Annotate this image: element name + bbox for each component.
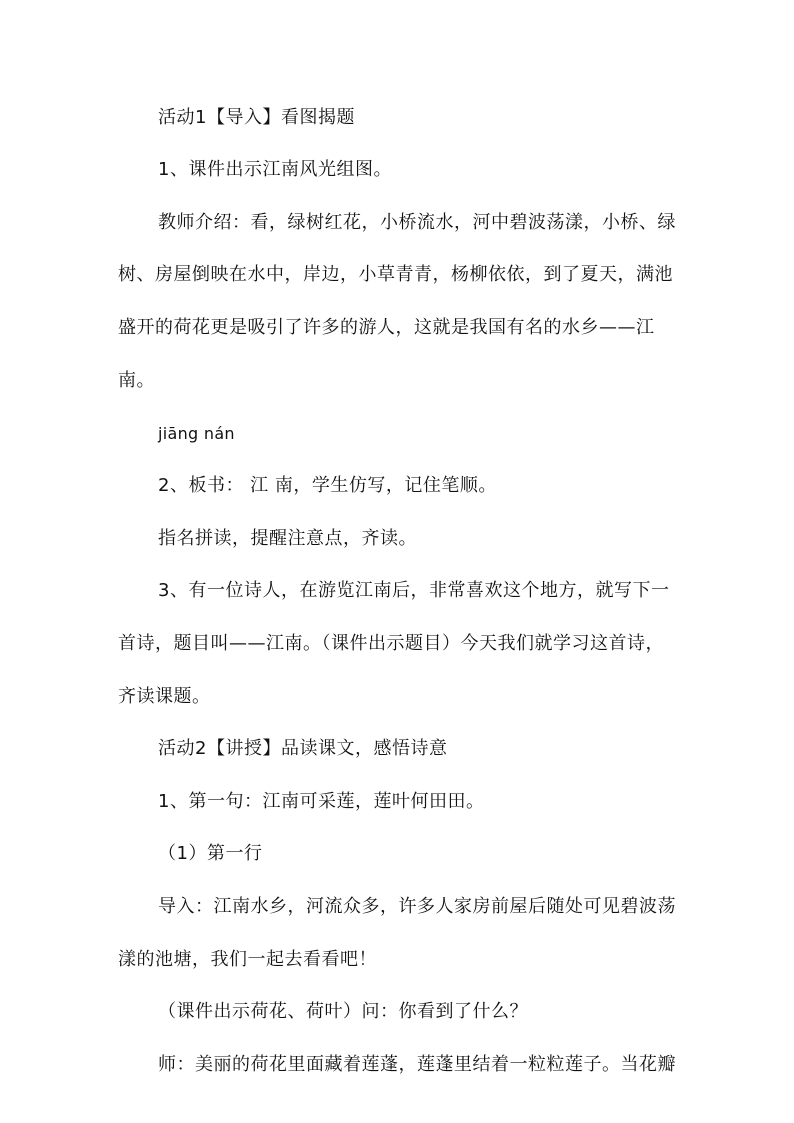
paragraph-line: 1、第一句：江南可采莲，莲叶何田田。 xyxy=(158,791,485,812)
paragraph-line: 1、课件出示江南风光组图。 xyxy=(158,159,392,180)
paragraph-line: 师：美丽的荷花里面藏着莲蓬，莲蓬里结着一粒粒莲子。当花瓣 xyxy=(158,1054,676,1075)
paragraph-line: 齐读课题。 xyxy=(118,686,211,707)
paragraph-line: 导入：江南水乡，河流众多，许多人家房前屋后随处可见碧波荡 xyxy=(158,896,676,917)
pinyin-line: jiāng nán xyxy=(158,424,235,443)
paragraph-line: （1）第一行 xyxy=(158,843,263,864)
paragraph-line: 教师介绍：看，绿树红花，小桥流水，河中碧波荡漾，小桥、绿 xyxy=(158,212,676,233)
paragraph-line: 树、房屋倒映在水中，岸边，小草青青，杨柳依依，到了夏天，满池 xyxy=(118,264,673,285)
paragraph-line: 南。 xyxy=(118,370,155,391)
paragraph-line: （课件出示荷花、荷叶）问：你看到了什么？ xyxy=(158,1001,528,1022)
paragraph-line: 2、板书： 江 南，学生仿写，记住笔顺。 xyxy=(158,475,497,496)
paragraph-line: 3、有一位诗人，在游览江南后，非常喜欢这个地方，就写下一 xyxy=(158,580,670,601)
heading-activity-1: 活动1【导入】看图揭题 xyxy=(158,107,355,128)
paragraph-line: 指名拼读，提醒注意点，齐读。 xyxy=(158,528,417,549)
paragraph-line: 首诗，题目叫——江南。（课件出示题目）今天我们就学习这首诗， xyxy=(118,633,664,654)
paragraph-line: 漾的池塘，我们一起去看看吧！ xyxy=(118,949,377,970)
heading-activity-2: 活动2【讲授】品读课文，感悟诗意 xyxy=(158,738,448,759)
paragraph-line: 盛开的荷花更是吸引了许多的游人，这就是我国有名的水乡——江 xyxy=(118,317,655,338)
